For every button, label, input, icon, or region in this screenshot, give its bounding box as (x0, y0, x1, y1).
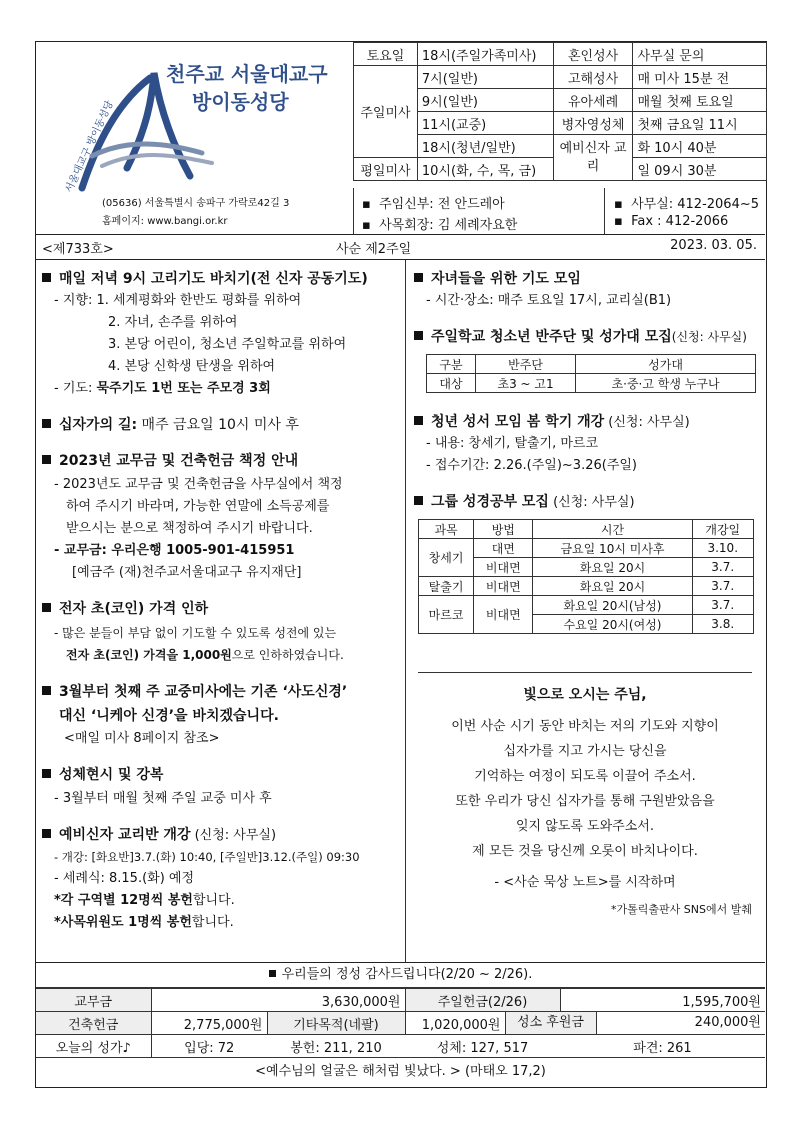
catechumen-value-2: 일 09시 30분 (633, 158, 767, 181)
tithe-line-2: 하여 주시기 바라며, 가능한 연말에 소득공제를 (66, 499, 330, 514)
tithe-title: 2023년 교무금 및 건축헌금 책정 안내 (59, 453, 299, 469)
youth-bible-title: 청년 성서 모임 봄 학기 개강 (431, 414, 605, 430)
catechumen-title: 예비신자 교리반 개강 (59, 827, 191, 843)
choir-row-label: 대상 (427, 374, 476, 393)
sick-label: 병자영성체 (553, 112, 633, 135)
issue-number: <제733호> (42, 242, 114, 257)
stats-label: 오늘의 성가♪ (36, 1035, 151, 1058)
section-coin (42, 598, 402, 618)
choir-table (426, 354, 756, 393)
section-tithe (42, 450, 402, 470)
left-column (42, 268, 402, 934)
catechumen-note2-rest: 합니다. (191, 915, 234, 930)
intention-3: 3. 본당 어린이, 청소년 주일학교를 위하여 (108, 337, 347, 352)
tithe-bank: - 교무금: 우리은행 1005-901-415951 (54, 543, 295, 558)
other-label: 기타목적(네팔) (267, 1012, 405, 1035)
prayer-line-4: 또한 우리가 당신 십자가를 통해 구원받았음을 (455, 794, 715, 809)
section-stations (42, 414, 402, 434)
tithe-line-1: - 2023년도 교무금 및 건축헌금을 사무실에서 책정 (54, 477, 343, 492)
intention-1: 1. 세계평화와 한반도 평화를 위하여 (96, 293, 302, 308)
gb-e1-method: 비대면 (474, 577, 533, 596)
catechumen-value-1: 화 10시 40분 (633, 135, 767, 158)
intention-4: 4. 본당 신학생 탄생을 위하여 (108, 359, 276, 374)
prayer-source: *가톨릭출판사 SNS에서 발췌 (611, 903, 752, 916)
fax-text: Fax : 412-2066 (631, 214, 729, 229)
catechumen-body (42, 846, 402, 934)
section-choir (414, 326, 764, 346)
group-bible-note: (신청: 사무실) (548, 495, 635, 510)
catechumen-note1-bold: *각 구역별 12명씩 봉헌 (54, 893, 193, 908)
coin-body (42, 622, 402, 666)
group-bible-table (418, 519, 754, 634)
offering-header (36, 963, 765, 988)
sun-mass-3: 11시(교중) (417, 112, 553, 135)
prayer-line-5: 잊지 않도록 도와주소서. (516, 819, 654, 834)
sunday-label: 주일헌금(2/26) (405, 989, 560, 1012)
gb-e1-time: 화요일 20시 (533, 577, 692, 596)
offering-section (36, 962, 765, 1080)
tithe-value: 3,630,000원 (151, 989, 405, 1012)
youth-bible-content: - 내용: 창세기, 탈출기, 마르코 (426, 436, 599, 451)
office-phone: ▪ 사무실: 412-2064~5 (614, 197, 760, 212)
intention-2: 2. 자녀, 손주를 위하여 (108, 315, 238, 330)
tithe-line-3: 받으시는 분으로 책정하여 주시기 바랍니다. (66, 521, 313, 536)
sun-mass-4: 18시(청년/일반) (417, 135, 553, 158)
catechumen-note: (신청: 사무실) (190, 828, 277, 843)
dismissal: 파견: 261 (560, 1035, 765, 1058)
gb-e1-date: 3.7. (692, 577, 754, 596)
gb-m2-time: 수요일 20시(여성) (533, 615, 692, 634)
weekday-value: 10시(화, 수, 목, 금) (417, 158, 553, 181)
prayer-line-3: 기억하는 여정이 되도록 이끌어 주소서. (474, 769, 696, 784)
choir-row-v2: 초·중·고 학생 누구나 (576, 374, 756, 393)
sacred-value: 240,000원 (694, 1015, 761, 1030)
column-divider (405, 260, 406, 962)
gb-g1-date: 3.10. (692, 539, 754, 558)
section-creed (42, 680, 402, 728)
issue-date: 2023. 03. 05. (670, 238, 757, 253)
stations-text: 매주 금요일 10시 미사 후 (137, 417, 299, 433)
sacred-label: 성소 후원금 (506, 1012, 597, 1034)
stations-title: 십자가의 길: (59, 417, 138, 433)
chairman-text: 사목회장: 김 세례자요한 (379, 218, 518, 233)
prayer-line-1: 이번 사순 시기 동안 바치는 저의 기도와 지향이 (451, 719, 719, 734)
prayer-line-2: 십자가를 지고 가시는 당신을 (503, 744, 667, 759)
section-catechumen (42, 824, 402, 844)
gb-mark: 마르코 (419, 596, 474, 634)
gb-g2-date: 3.7. (692, 558, 754, 577)
sacred-cell (505, 1012, 765, 1035)
choir-title: 주일학교 청소년 반주단 및 성가대 모집 (431, 329, 672, 345)
staff-info (353, 188, 768, 234)
issue-bar (36, 234, 765, 260)
section-evening-prayer-title: 매일 저녁 9시 고리기도 바치기(전 신자 공동기도) (59, 271, 368, 287)
wedding-value: 사무실 문의 (633, 43, 767, 66)
gb-exodus: 탈출기 (419, 577, 474, 596)
catechumen-baptism: - 세례식: 8.15.(화) 예정 (54, 871, 195, 886)
tithe-label: 교무금 (36, 989, 151, 1012)
youth-bible-period: - 접수기간: 2.26.(주일)~3.26(주일) (426, 458, 638, 473)
section-youth-bible (414, 411, 764, 431)
staff-divider (604, 188, 605, 234)
baptism-value: 매월 첫째 토요일 (633, 89, 767, 112)
offering-header-text: 우리들의 정성 감사드립니다(2/20 ~ 2/26). (281, 967, 533, 982)
chairman: ▪ 사목회장: 김 세례자요한 (362, 218, 518, 233)
entrance: 입당: 72 (151, 1035, 267, 1058)
catechumen-note1-rest: 합니다. (192, 893, 235, 908)
gb-genesis: 창세기 (419, 539, 474, 577)
building-label: 건축헌금 (36, 1012, 151, 1035)
catechumen-label: 예비신자 교리 (553, 135, 633, 181)
intentions-label: - 지향: (54, 293, 97, 308)
gb-h2: 방법 (474, 520, 533, 539)
section-evening-prayer (42, 268, 402, 288)
sick-value: 첫째 금요일 11시 (633, 112, 767, 135)
gb-m2-date: 3.8. (692, 615, 754, 634)
sun-mass-1: 7시(일반) (417, 66, 553, 89)
prayer-text: 묵주기도 1번 또는 주모경 3회 (96, 381, 271, 396)
creed-title-2: 대신 ‘니케아 신경’을 바치겠습니다. (59, 708, 279, 724)
gb-h3: 시간 (533, 520, 692, 539)
coin-title: 전자 초(코인) 가격 인하 (59, 601, 209, 617)
coin-line-2-rest: 으로 인하하였습니다. (231, 648, 344, 662)
offertory: 봉헌: 211, 210 (267, 1035, 405, 1058)
pastor-text: 주임신부: 전 안드레아 (379, 197, 505, 212)
section-adoration (42, 764, 402, 784)
creed-note: <매일 미사 8페이지 참조> (64, 731, 220, 746)
communion: 성체: 127, 517 (405, 1035, 560, 1058)
section-children-prayer (414, 268, 764, 288)
mass-schedule-table (353, 42, 767, 181)
adoration-text: - 3월부터 매월 첫째 주일 교중 미사 후 (54, 791, 272, 806)
bulletin-page (35, 41, 767, 1088)
gb-m1-time: 화요일 20시(남성) (533, 596, 692, 615)
offering-table (36, 988, 765, 1080)
prayer-box (418, 672, 752, 917)
choir-h3: 성가대 (576, 355, 756, 374)
children-prayer-text: - 시간·장소: 매주 토요일 17시, 교리실(B1) (426, 293, 672, 308)
choir-note: (신청: 사무실) (671, 330, 747, 344)
prayer-line-6: 제 모든 것을 당신께 오롯이 바치나이다. (472, 844, 698, 859)
fax: ▪ Fax : 412-2066 (614, 214, 729, 229)
sunday-value: 1,595,700원 (560, 989, 765, 1012)
homepage: 홈페이지: www.bangi.or.kr (102, 216, 228, 227)
confession-label: 고해성사 (553, 66, 633, 89)
catechumen-note2-bold: *사목위원도 1명씩 봉헌 (54, 915, 192, 930)
children-prayer-title: 자녀들을 위한 기도 모임 (431, 271, 581, 287)
adoration-title: 성체현시 및 강복 (59, 767, 164, 783)
right-column (414, 268, 764, 917)
choir-h1: 구분 (427, 355, 476, 374)
baptism-label: 유아세례 (553, 89, 633, 112)
choir-h2: 반주단 (476, 355, 576, 374)
gb-h4: 개강일 (692, 520, 754, 539)
weekday-label: 평일미사 (354, 158, 418, 181)
choir-row-v1: 초3 ~ 고1 (476, 374, 576, 393)
parish-logo (42, 48, 352, 198)
sat-label: 토요일 (354, 43, 418, 66)
gb-g1-method: 대면 (474, 539, 533, 558)
creed-title-1: 3월부터 첫째 주 교중미사에는 기존 ‘사도신경’ (59, 684, 348, 700)
gospel-verse: <예수님의 얼굴은 해처럼 빛났다. > (마태오 17,2) (36, 1058, 765, 1081)
gb-g2-time: 화요일 20시 (533, 558, 692, 577)
gb-h1: 과목 (419, 520, 474, 539)
catechumen-open: - 개강: [화요반]3.7.(화) 10:40, [주일반]3.12.(주일) 09:30 (54, 850, 360, 864)
gb-g1-time: 금요일 10시 미사후 (533, 539, 692, 558)
logo-title-line2: 방이동성당 (192, 90, 289, 114)
building-value: 2,775,000원 (151, 1012, 267, 1035)
prayer-title: 빛으로 오시는 주님, (523, 687, 647, 703)
gb-m1-date: 3.7. (692, 596, 754, 615)
office-phone-text: 사무실: 412-2064~5 (631, 197, 760, 212)
gb-m-method: 비대면 (474, 596, 533, 634)
youth-bible-note: (신청: 사무실) (604, 415, 690, 430)
coin-line-1: - 많은 분들이 부담 없이 기도할 수 있도록 성전에 있는 (54, 626, 337, 640)
gb-g2-method: 비대면 (474, 558, 533, 577)
pastor: ▪ 주임신부: 전 안드레아 (362, 197, 505, 212)
group-bible-title: 그룹 성경공부 모집 (431, 494, 549, 510)
sat-value: 18시(주일가족미사) (417, 43, 553, 66)
prayer-prefix: - 기도: (54, 381, 97, 396)
sun-label: 주일미사 (354, 66, 418, 158)
wedding-label: 혼인성사 (553, 43, 633, 66)
logo-title-line1: 천주교 서울대교구 (166, 62, 328, 86)
section-group-bible (414, 491, 764, 511)
intentions (42, 290, 402, 400)
tithe-body (42, 474, 402, 584)
coin-line-2-bold: 전자 초(코인) 가격을 1,000원 (66, 648, 232, 662)
sun-mass-2: 9시(일반) (417, 89, 553, 112)
logo-arc-text: 서울대교구 방이동성당 (63, 99, 116, 195)
other-value: 1,020,000원 (405, 1012, 505, 1035)
confession-value: 매 미사 15분 전 (633, 66, 767, 89)
tithe-holder: [예금주 (재)천주교서울대교구 유지재단] (72, 565, 302, 580)
issue-title: 사순 제2주일 (336, 242, 412, 257)
address: (05636) 서울특별시 송파구 가락로42길 3 (102, 198, 290, 209)
prayer-start: - <사순 묵상 노트>를 시작하며 (494, 875, 676, 890)
youth-bible-body (414, 433, 764, 477)
